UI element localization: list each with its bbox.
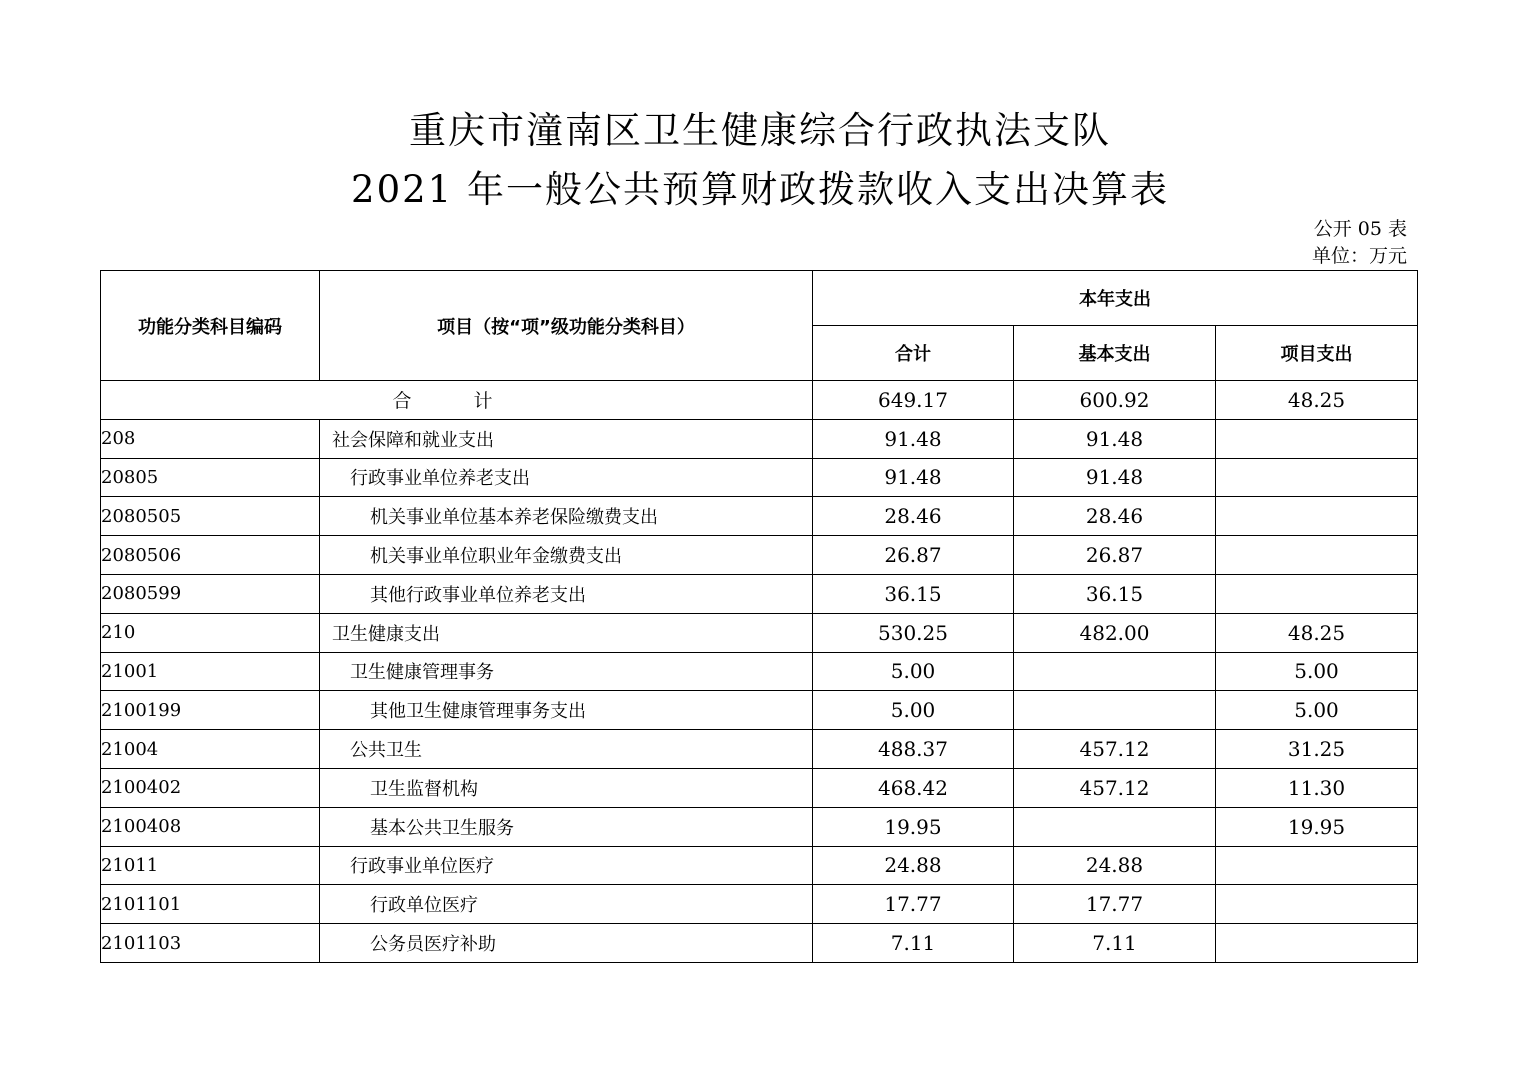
header-item: 项目（按“项”级功能分类科目） [320,271,813,381]
item-name-cell: 行政事业单位养老支出 [320,458,813,497]
project-cell [1216,846,1418,885]
item-name-cell: 公共卫生 [320,730,813,769]
code-cell: 2100402 [101,768,320,807]
total-basic-cell: 600.92 [1014,381,1216,420]
item-name-cell: 机关事业单位职业年金缴费支出 [320,536,813,575]
table-row [101,807,1418,846]
total-row [101,381,1418,420]
project-cell [1216,458,1418,497]
project-cell: 19.95 [1216,807,1418,846]
basic-cell: 7.11 [1014,924,1216,963]
item-name-cell: 卫生健康支出 [320,613,813,652]
page-title-line1: 重庆市潼南区卫生健康综合行政执法支队 [409,109,1111,152]
total-cell: 530.25 [813,613,1014,652]
header-project: 项目支出 [1216,326,1418,381]
code-cell: 2080506 [101,536,320,575]
table-row [101,846,1418,885]
header-current-year: 本年支出 [813,271,1418,326]
table-row [101,458,1418,497]
code-cell: 21001 [101,652,320,691]
code-cell: 208 [101,419,320,458]
item-name-cell: 机关事业单位基本养老保险缴费支出 [320,497,813,536]
total-cell: 19.95 [813,807,1014,846]
basic-cell: 17.77 [1014,885,1216,924]
table-row [101,691,1418,730]
project-cell [1216,536,1418,575]
basic-cell: 482.00 [1014,613,1216,652]
item-name-cell: 基本公共卫生服务 [320,807,813,846]
item-name-cell: 其他行政事业单位养老支出 [320,574,813,613]
budget-table [100,270,1418,963]
total-cell: 468.42 [813,768,1014,807]
project-cell [1216,574,1418,613]
total-cell: 5.00 [813,652,1014,691]
item-name-cell: 卫生监督机构 [320,768,813,807]
code-cell: 2101103 [101,924,320,963]
code-cell: 210 [101,613,320,652]
code-cell: 20805 [101,458,320,497]
basic-cell: 28.46 [1014,497,1216,536]
total-cell: 17.77 [813,885,1014,924]
total-label: 合 计 [101,381,813,420]
project-cell [1216,497,1418,536]
project-cell: 11.30 [1216,768,1418,807]
code-cell: 21011 [101,846,320,885]
code-cell: 2100408 [101,807,320,846]
table-row [101,924,1418,963]
table-row [101,730,1418,769]
item-name-cell: 社会保障和就业支出 [320,419,813,458]
table-row [101,419,1418,458]
total-cell: 5.00 [813,691,1014,730]
code-cell: 2080599 [101,574,320,613]
item-name-cell: 卫生健康管理事务 [320,652,813,691]
basic-cell: 91.48 [1014,419,1216,458]
project-cell: 5.00 [1216,652,1418,691]
table-row [101,536,1418,575]
basic-cell [1014,652,1216,691]
code-cell: 2080505 [101,497,320,536]
unit-label: 单位：万元 [1311,245,1407,267]
total-sum-cell: 649.17 [813,381,1014,420]
item-name-cell: 公务员医疗补助 [320,924,813,963]
code-cell: 2100199 [101,691,320,730]
project-cell: 5.00 [1216,691,1418,730]
item-name-cell: 其他卫生健康管理事务支出 [320,691,813,730]
project-cell [1216,924,1418,963]
total-cell: 36.15 [813,574,1014,613]
project-cell [1216,885,1418,924]
header-row-1 [101,271,1418,326]
header-basic: 基本支出 [1014,326,1216,381]
table-row [101,885,1418,924]
basic-cell: 91.48 [1014,458,1216,497]
item-name-cell: 行政事业单位医疗 [320,846,813,885]
project-cell: 48.25 [1216,613,1418,652]
header-code: 功能分类科目编码 [101,271,320,381]
table-row [101,613,1418,652]
project-cell: 31.25 [1216,730,1418,769]
total-cell: 488.37 [813,730,1014,769]
form-number: 公开 05 表 [1313,218,1407,240]
total-cell: 24.88 [813,846,1014,885]
project-cell [1216,419,1418,458]
basic-cell: 36.15 [1014,574,1216,613]
table-row [101,652,1418,691]
total-project-cell: 48.25 [1216,381,1418,420]
total-cell: 91.48 [813,458,1014,497]
total-cell: 26.87 [813,536,1014,575]
total-cell: 91.48 [813,419,1014,458]
basic-cell: 26.87 [1014,536,1216,575]
code-cell: 2101101 [101,885,320,924]
total-cell: 28.46 [813,497,1014,536]
table-row [101,574,1418,613]
basic-cell: 457.12 [1014,730,1216,769]
basic-cell: 457.12 [1014,768,1216,807]
code-cell: 21004 [101,730,320,769]
basic-cell: 24.88 [1014,846,1216,885]
basic-cell [1014,691,1216,730]
header-total: 合计 [813,326,1014,381]
item-name-cell: 行政单位医疗 [320,885,813,924]
total-cell: 7.11 [813,924,1014,963]
page-title-line2: 2021 年一般公共预算财政拨款收入支出决算表 [351,168,1169,211]
table-row [101,497,1418,536]
table-row [101,768,1418,807]
basic-cell [1014,807,1216,846]
